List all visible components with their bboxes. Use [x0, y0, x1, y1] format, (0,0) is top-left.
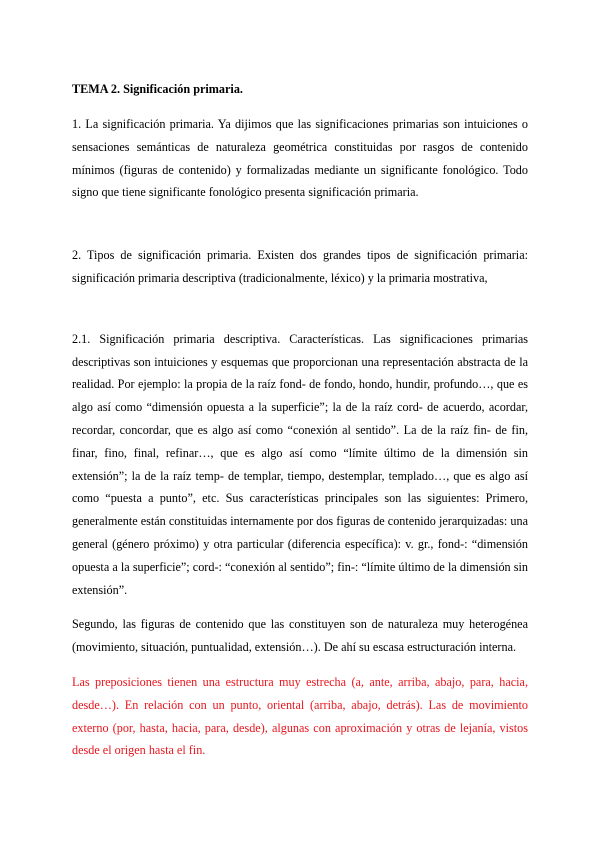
- paragraph-types: 2. Tipos de significación primaria. Existen dos grandes tipos de significación primaria: significación primaria descriptiva (tradicionalmente, léxico) y la primaria mostrativa,: [72, 248, 528, 285]
- document-page: [72, 80, 528, 762]
- paragraph-primary-meaning: 1. La significación primaria. Ya dijimos que las significaciones primarias son intuiciones o sensaciones semánticas de naturaleza geométrica constituidas por rasgos de contenido mínimos (figuras de contenido) y formalizadas mediante un significante fonológico. Todo signo que tiene significante fonológico presenta significación primaria.: [72, 117, 528, 200]
- paragraph-second-feature: Segundo, las figuras de contenido que las constituyen son de naturaleza muy heterogénea (movimiento, situación, puntualidad, extensión…). De ahí su escasa estructuración interna.: [72, 617, 528, 655]
- paragraph-descriptive: 2.1. Significación primaria descriptiva. Características. Las significaciones primarias descriptivas son intuiciones y esquemas que proporcionan una representación abstracta de la realidad. Por ejemplo: la propia de la raíz fond- de fondo, hondo, hundir, profundo…, que es algo así como “dimensión opuesta a la superficie”; la de la raíz cord- de acuerdo, acordar, recordar, concordar, que es algo así como “conexión al sentido”. La de la raíz fin- de fin, finar, fino, final, refinar…, que es algo así como “límite último de la dimensión sin extensión”; la de la raíz temp- de templar, tiempo, destemplar, templado…, que es algo así como “puesta a punto”, etc. Sus características principales son las siguientes: Primero, generalmente están constituidas internamente por dos figuras de contenido jerarquizadas: una general (género próximo) y otra particular (diferencia específica): v. gr., fond-: “dimensión opuesta a la superficie”; cord-: “conexión al sentido”; fin-: “límite último de la dimensión sin extensión”.: [72, 331, 528, 597]
- paragraph-prepositions-highlighted: Las preposiciones tienen una estructura muy estrecha (a, ante, arriba, abajo, para, hacia, desde…). En relación con un punto, oriental (arriba, abajo, detrás). Las de movimiento externo (por, hasta, hacia, para, desde), algunas con aproximación y otras de lejanía, vistos desde el origen hasta el fin.: [72, 674, 528, 758]
- document-title: TEMA 2. Significación primaria.: [72, 82, 243, 96]
